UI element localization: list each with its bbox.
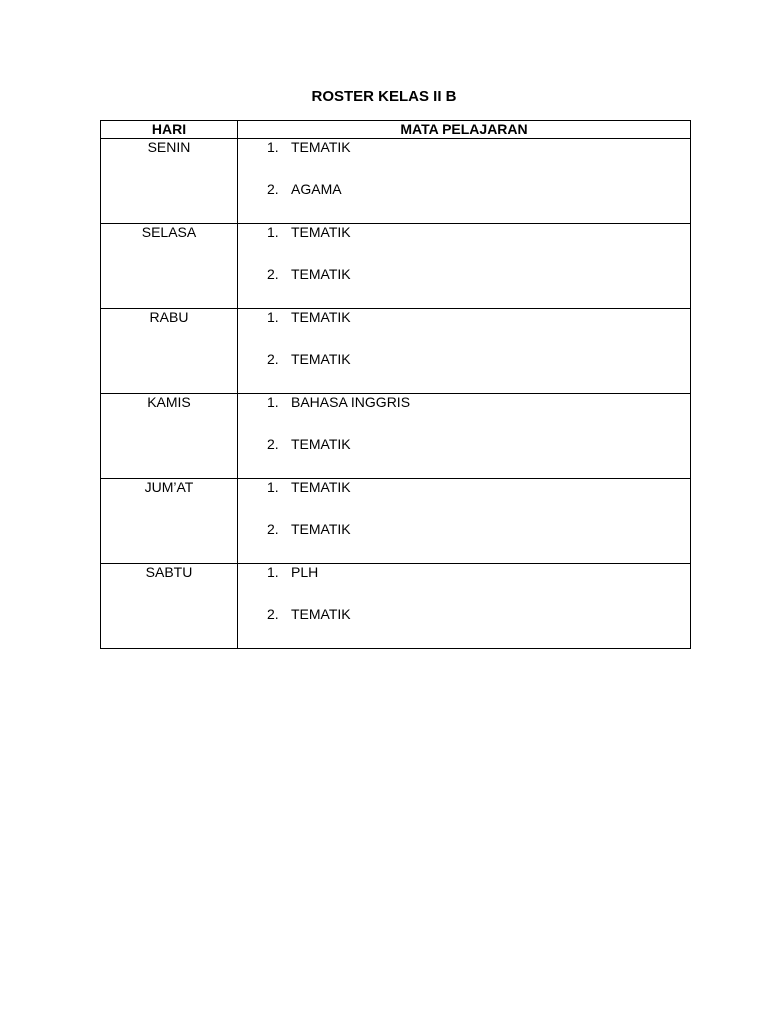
subject-item <box>238 479 690 521</box>
subject-item <box>238 394 690 436</box>
subject-name: TEMATIK <box>291 479 351 495</box>
subject-item <box>238 606 690 648</box>
subject-number: 1. <box>267 139 279 155</box>
table-row <box>101 479 691 564</box>
subject-item <box>238 351 690 393</box>
subject-name: TEMATIK <box>291 139 351 155</box>
subject-item <box>238 181 690 223</box>
subject-item <box>238 139 690 181</box>
subject-number: 1. <box>267 479 279 495</box>
subject-item <box>238 266 690 308</box>
subject-number: 1. <box>267 564 279 580</box>
subject-item <box>238 564 690 606</box>
subject-name: TEMATIK <box>291 224 351 240</box>
subjects-cell <box>238 564 691 649</box>
subject-name: TEMATIK <box>291 606 351 622</box>
day-cell: JUM’AT <box>101 479 238 564</box>
subject-item <box>238 521 690 563</box>
table-row <box>101 309 691 394</box>
table-row <box>101 139 691 224</box>
subjects-cell <box>238 479 691 564</box>
page-title: ROSTER KELAS II B <box>311 88 457 105</box>
subject-name: TEMATIK <box>291 436 351 452</box>
subject-name: AGAMA <box>291 181 342 197</box>
subjects-cell <box>238 139 691 224</box>
subject-item <box>238 436 690 478</box>
subject-name: TEMATIK <box>291 309 351 325</box>
table-header-row <box>101 121 691 139</box>
day-cell: SELASA <box>101 224 238 309</box>
table-row <box>101 394 691 479</box>
table-row <box>101 564 691 649</box>
day-cell: RABU <box>101 309 238 394</box>
header-subjects: MATA PELAJARAN <box>238 121 691 139</box>
subject-number: 2. <box>267 521 279 537</box>
header-day: HARI <box>101 121 238 139</box>
day-cell: KAMIS <box>101 394 238 479</box>
day-cell: SENIN <box>101 139 238 224</box>
subject-number: 1. <box>267 224 279 240</box>
table-row <box>101 224 691 309</box>
subject-number: 1. <box>267 309 279 325</box>
subject-number: 1. <box>267 394 279 410</box>
subjects-cell <box>238 224 691 309</box>
subjects-cell <box>238 309 691 394</box>
day-cell: SABTU <box>101 564 238 649</box>
subject-name: PLH <box>291 564 319 580</box>
subject-name: TEMATIK <box>291 351 351 367</box>
subject-item <box>238 309 690 351</box>
roster-table <box>100 120 691 649</box>
subject-number: 2. <box>267 436 279 452</box>
subject-number: 2. <box>267 181 279 197</box>
subject-name: TEMATIK <box>291 521 351 537</box>
subject-number: 2. <box>267 266 279 282</box>
subject-number: 2. <box>267 351 279 367</box>
subject-number: 2. <box>267 606 279 622</box>
subject-name: BAHASA INGGRIS <box>291 394 411 410</box>
subject-item <box>238 224 690 266</box>
subjects-cell <box>238 394 691 479</box>
subject-name: TEMATIK <box>291 266 351 282</box>
